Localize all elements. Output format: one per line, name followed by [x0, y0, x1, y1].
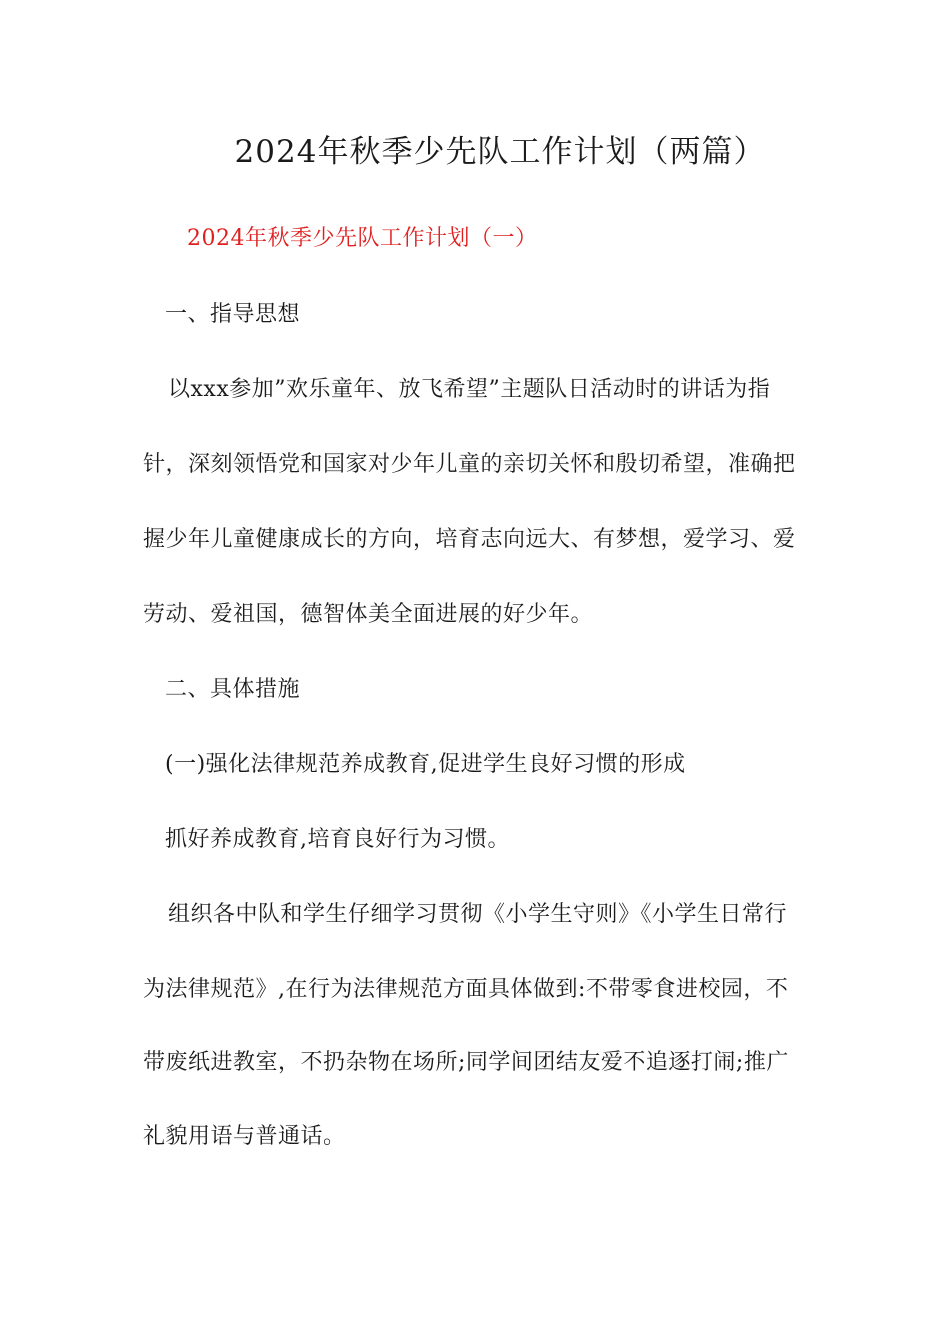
subtitle-red: 2024年秋季少先队工作计划（一）: [187, 226, 538, 251]
paragraph-line: 为法律规范》,在行为法律规范方面具体做到:不带零食进校园，不: [143, 977, 789, 1002]
paragraph-line: 礼貌用语与普通话。: [143, 1124, 346, 1149]
section-heading-guiding-thought: 一、指导思想: [165, 302, 301, 327]
document-title: 2024年秋季少先队工作计划（两篇）: [234, 134, 766, 170]
subsection-heading: (一)强化法律规范养成教育,促进学生良好习惯的形成: [165, 752, 686, 777]
paragraph-line: 带废纸进教室，不扔杂物在场所;同学间团结友爱不追逐打闹;推广: [143, 1050, 789, 1075]
paragraph-line: 组织各中队和学生仔细学习贯彻《小学生守则》《小学生日常行: [168, 902, 788, 927]
paragraph-line: 以xxx参加”欢乐童年、放飞希望”主题队日活动时的讲话为指: [168, 377, 771, 402]
section-heading-measures: 二、具体措施: [165, 677, 301, 702]
paragraph-line: 抓好养成教育,培育良好行为习惯。: [165, 827, 510, 852]
paragraph-line: 握少年儿童健康成长的方向，培育志向远大、有梦想，爱学习、爱: [143, 527, 796, 552]
paragraph-line: 劳动、爱祖国，德智体美全面进展的好少年。: [143, 602, 594, 627]
paragraph-line: 针，深刻领悟党和国家对少年儿童的亲切关怀和殷切希望，准确把: [143, 452, 796, 477]
